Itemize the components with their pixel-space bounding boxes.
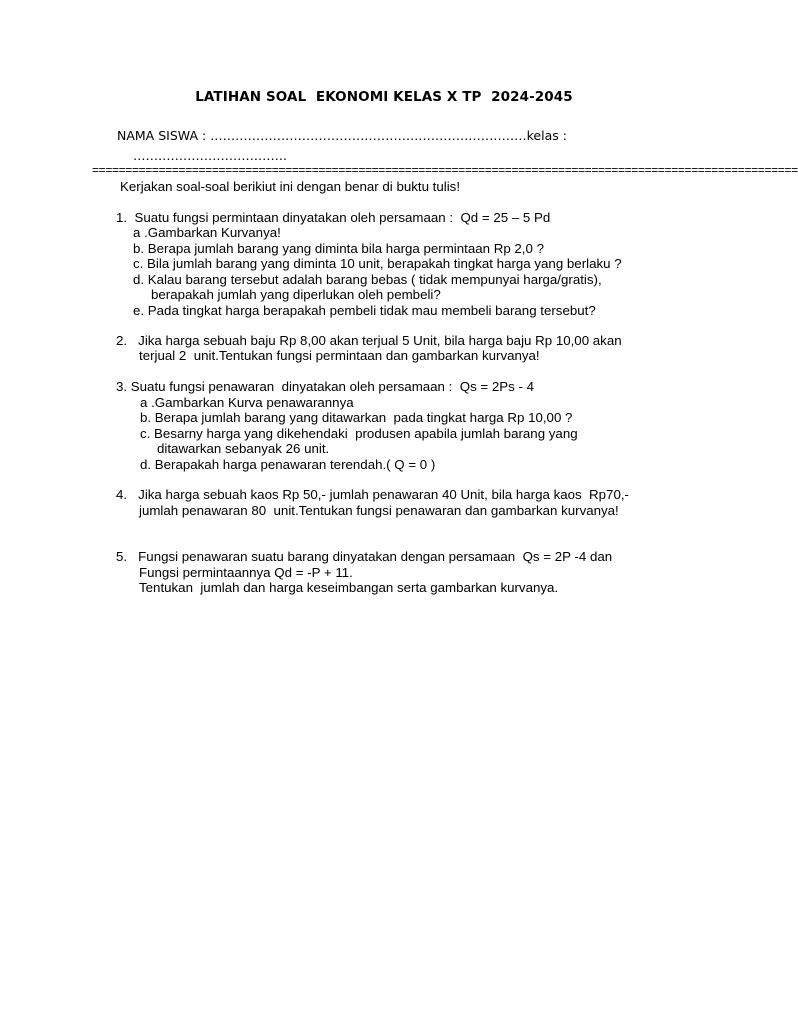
question-5-line-2: Fungsi permintaannya Qd = -P + 11. (139, 565, 353, 580)
question-1-item-e: e. Pada tingkat harga berapakah pembeli tidak mau membeli barang tersebut? (133, 303, 596, 318)
question-5-line-3: Tentukan jumlah dan harga keseimbangan serta gambarkan kurvanya. (139, 580, 559, 595)
question-3-item-b: b. Berapa jumlah barang yang ditawarkan pada tingkat harga Rp 10,00 ? (140, 410, 573, 425)
question-3-item-a: a .Gambarkan Kurva penawarannya (140, 395, 354, 410)
question-1-item-a: a .Gambarkan Kurvanya! (133, 225, 281, 240)
question-1-item-d-continued: berapakah jumlah yang diperlukan oleh pembeli? (151, 287, 441, 302)
question-1-item-b: b. Berapa jumlah barang yang diminta bila harga permintaan Rp 2,0 ? (133, 241, 544, 256)
question-2-line-1: 2. Jika harga sebuah baju Rp 8,00 akan terjual 5 Unit, bila harga baju Rp 10,00 akan (116, 333, 622, 348)
question-5-line-1: 5. Fungsi penawaran suatu barang dinyatakan dengan persamaan Qs = 2P -4 dan (116, 549, 613, 564)
separator-line: ========================================================================================================== (92, 163, 798, 177)
question-3-item-c-continued: ditawarkan sebanyak 26 unit. (157, 441, 330, 456)
student-name-line: NAMA SISWA : ………………………………………….………………………kelas : (117, 128, 567, 143)
question-1-item-d: d. Kalau barang tersebut adalah barang bebas ( tidak mempunyai harga/gratis), (133, 272, 602, 287)
question-2-line-2: terjual 2 unit.Tentukan fungsi permintaan dan gambarkan kurvanya! (139, 348, 540, 363)
question-4-line-1: 4. Jika harga sebuah kaos Rp 50,- jumlah penawaran 40 Unit, bila harga kaos Rp70,- (116, 487, 629, 502)
question-4-line-2: jumlah penawaran 80 unit.Tentukan fungsi penawaran dan gambarkan kurvanya! (139, 503, 619, 518)
page-title: LATIHAN SOAL EKONOMI KELAS X TP 2024-2045 (195, 89, 573, 105)
question-3-stem: 3. Suatu fungsi penawaran dinyatakan oleh persamaan : Qs = 2Ps - 4 (116, 379, 535, 394)
question-1-stem: 1. Suatu fungsi permintaan dinyatakan oleh persamaan : Qd = 25 – 5 Pd (116, 210, 551, 225)
instruction-text: Kerjakan soal-soal berikiut ini dengan benar di buktu tulis! (120, 179, 461, 194)
question-3-item-c: c. Besarny harga yang dikehendaki produsen apabila jumlah barang yang (140, 426, 578, 441)
question-3-item-d: d. Berapakah harga penawaran terendah.( Q = 0 ) (140, 457, 436, 472)
question-1-item-c: c. Bila jumlah barang yang diminta 10 unit, berapakah tingkat harga yang berlaku ? (133, 256, 622, 271)
student-class-line: ………………………………. (133, 148, 287, 163)
